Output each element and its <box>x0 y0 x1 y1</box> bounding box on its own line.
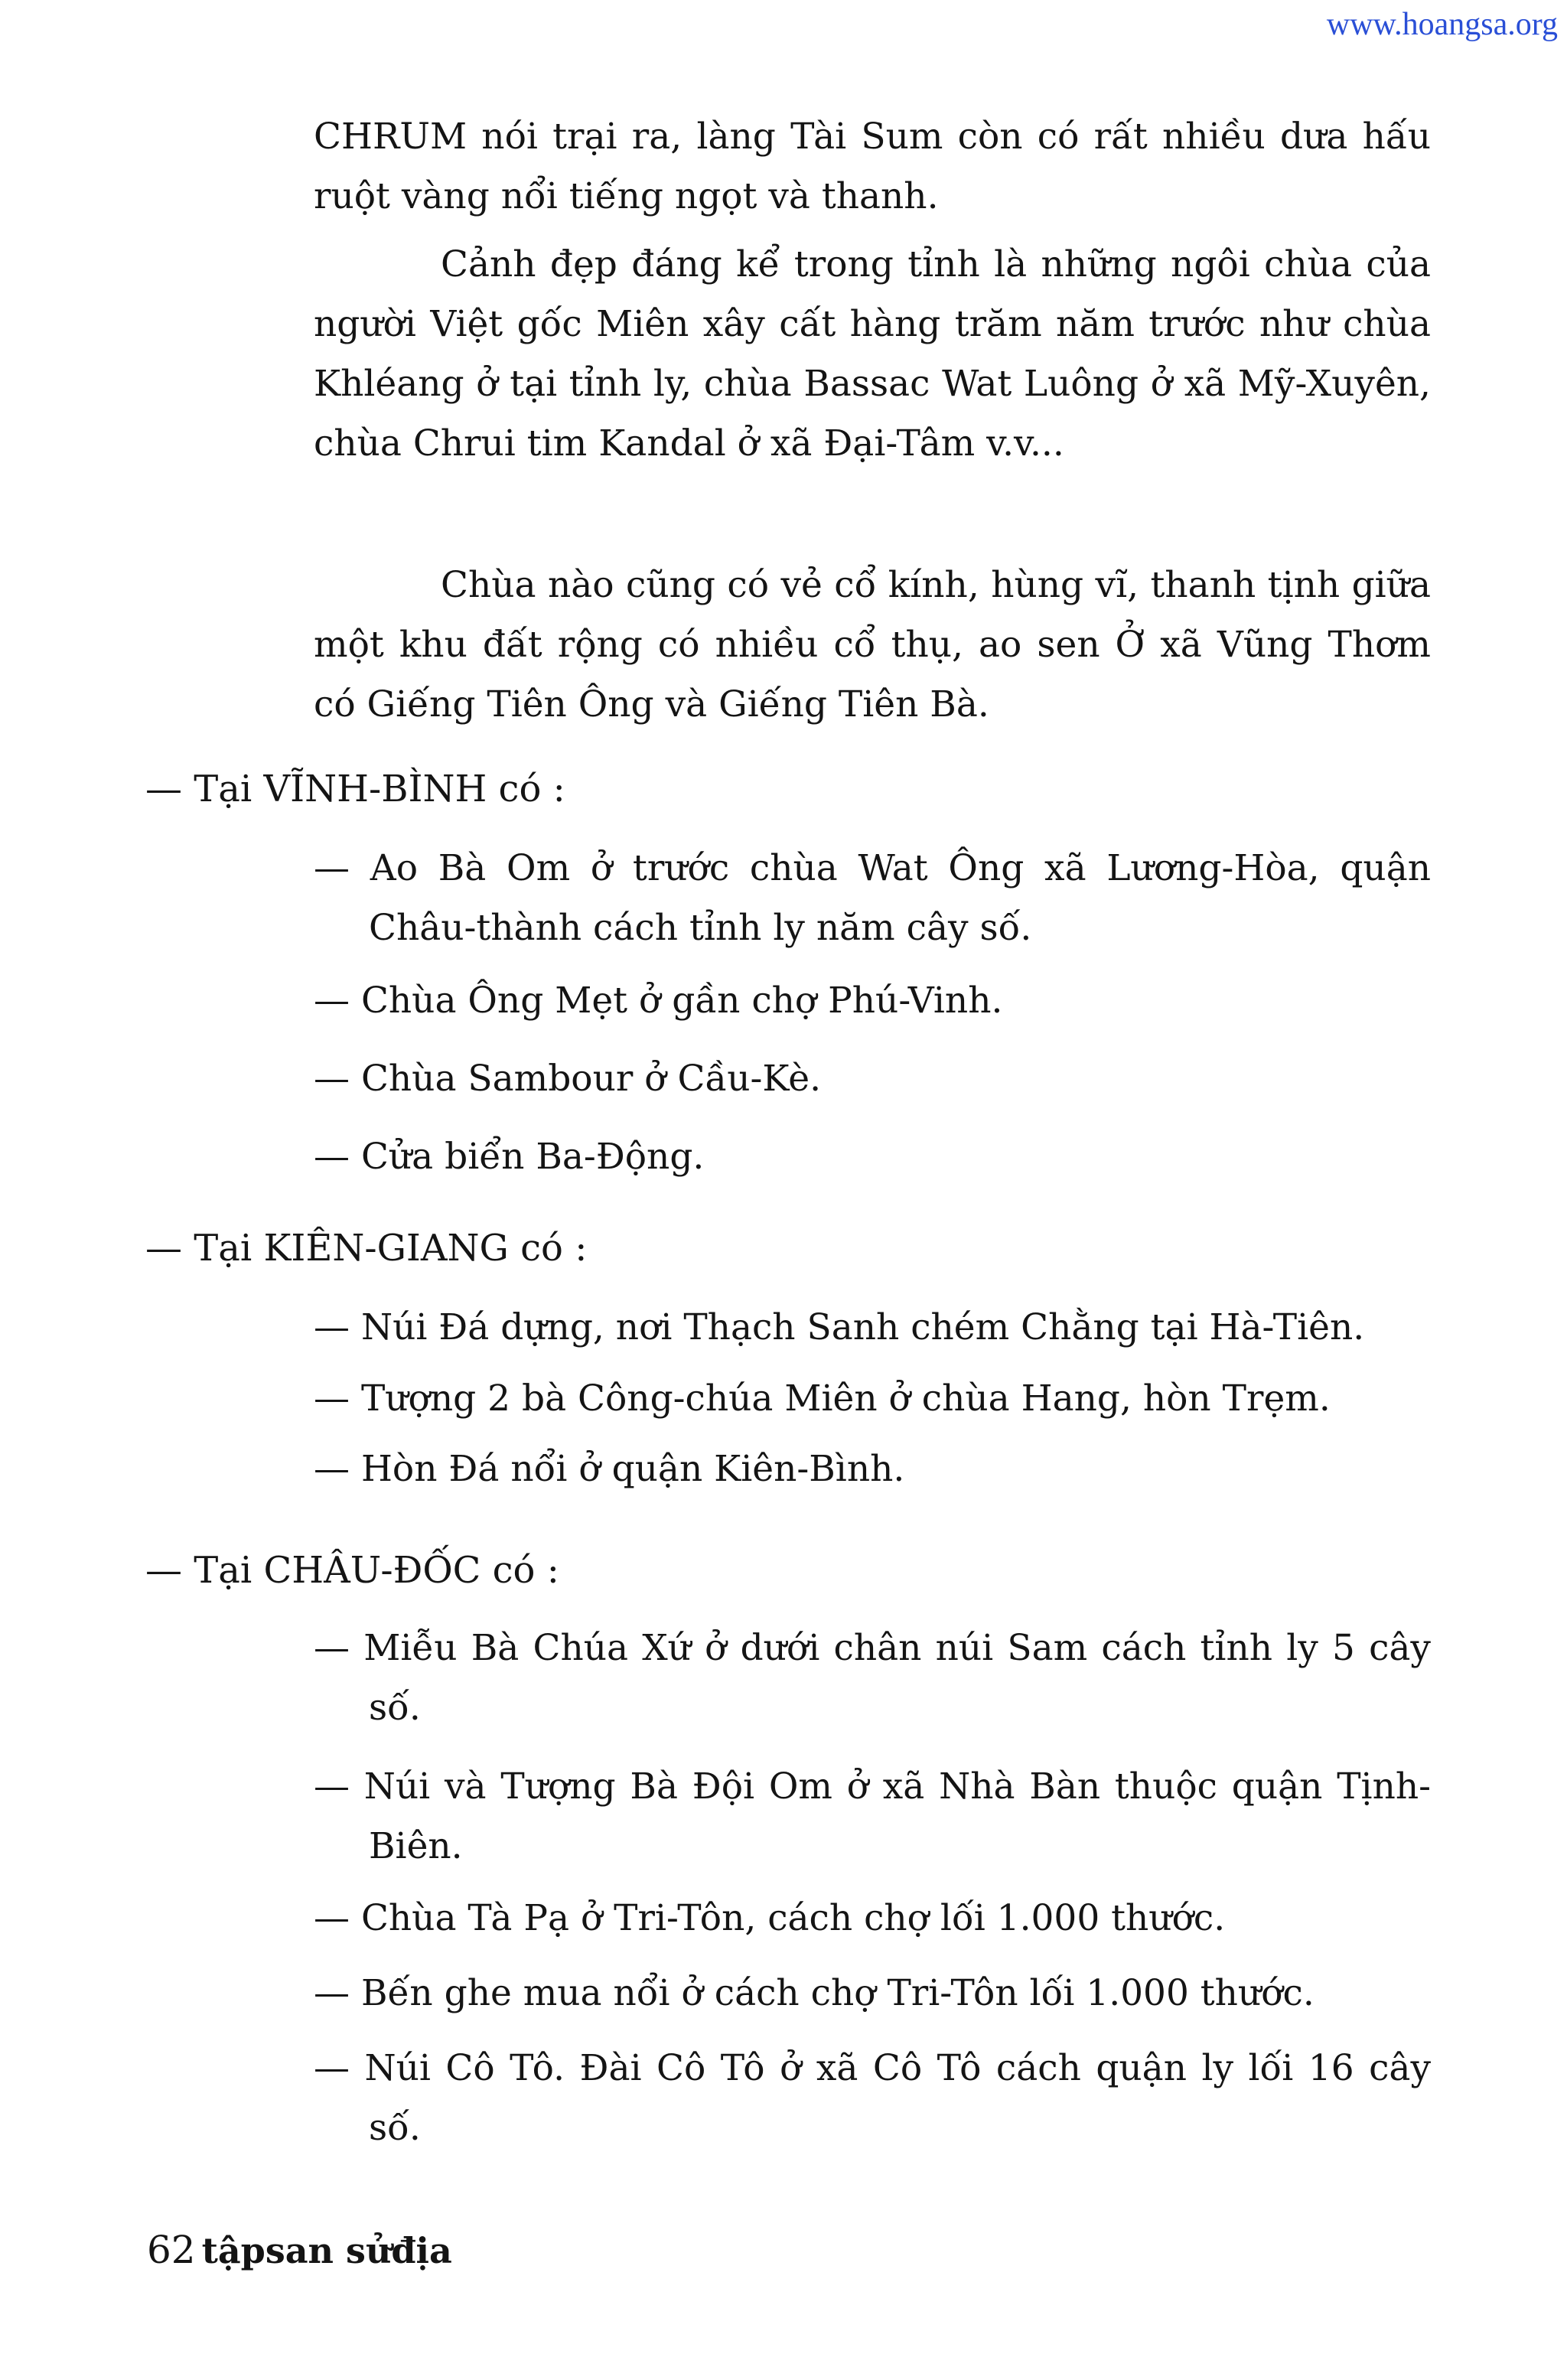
list-item: — Tượng 2 bà Công-chúa Miên ở chùa Hang, hòn Trẹm. <box>314 1377 1331 1420</box>
section-heading-vinh-binh: — Tại VĨNH-BÌNH có : <box>145 768 565 810</box>
magazine-name: tậpsan sửđịa <box>201 2230 452 2271</box>
list-item: — Chùa Tà Pạ ở Tri-Tôn, cách chợ lối 1.000 thước. <box>314 1897 1226 1939</box>
paragraph-1: CHRUM nói trại ra, làng Tài Sum còn có rất nhiều dưa hấu ruột vàng nổi tiếng ngọt và thanh. <box>314 116 1431 217</box>
list-item: — Bến ghe mua nổi ở cách chợ Tri-Tôn lối 1.000 thước. <box>314 1972 1315 2014</box>
list-item: — Núi Cô Tô. Đài Cô Tô ở xã Cô Tô cách quận ly lối 16 cây số. <box>314 2047 1431 2149</box>
list-item: — Chùa Sambour ở Cầu-Kè. <box>314 1058 822 1100</box>
list-item: — Ao Bà Om ở trước chùa Wat Ông xã Lương-Hòa, quận Châu-thành cách tỉnh ly năm cây số. <box>314 847 1431 949</box>
site-url[interactable]: www.hoangsa.org <box>1326 7 1558 42</box>
page-number: 62 <box>147 2228 196 2272</box>
list-item: — Hòn Đá nổi ở quận Kiên-Bình. <box>314 1448 905 1490</box>
list-item: — Núi và Tượng Bà Đội Om ở xã Nhà Bàn thuộc quận Tịnh-Biên. <box>314 1765 1431 1867</box>
section-heading-kien-giang: — Tại KIÊN-GIANG có : <box>145 1227 588 1270</box>
list-item: — Chùa Ông Mẹt ở gần chợ Phú-Vinh. <box>314 980 1003 1022</box>
paragraph-3: Chùa nào cũng có vẻ cổ kính, hùng vĩ, thanh tịnh giữa một khu đất rộng có nhiều cổ thụ, ao sen Ở xã Vũng Thơm có Giếng Tiên Ông và Giếng Tiên Bà. <box>314 564 1431 725</box>
paragraph-2: Cảnh đẹp đáng kể trong tỉnh là những ngôi chùa của người Việt gốc Miên xây cất hàng trăm năm trước như chùa Khléang ở tại tỉnh ly, chùa Bassac Wat Luông ở xã Mỹ-Xuyên, chùa Chrui tim Kandal ở xã Đại-Tâm v.v... <box>314 243 1431 465</box>
list-item: — Núi Đá dựng, nơi Thạch Sanh chém Chằng tại Hà-Tiên. <box>314 1306 1365 1348</box>
section-heading-chau-doc: — Tại CHÂU-ĐỐC có : <box>145 1549 559 1592</box>
page-footer <box>147 2223 452 2277</box>
list-item: — Miễu Bà Chúa Xứ ở dưới chân núi Sam cách tỉnh ly 5 cây số. <box>314 1627 1431 1729</box>
list-item: — Cửa biển Ba-Động. <box>314 1136 705 1178</box>
